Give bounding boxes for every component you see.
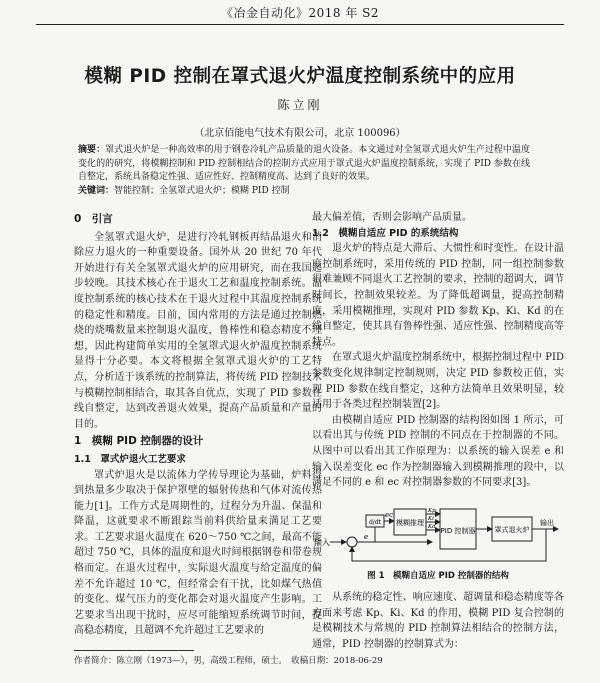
section-1-2-title: 1.2 模糊自适应 PID 的系统结构 [312, 227, 459, 239]
continued-paragraph: 最大偏差值，否则会影响产品质量。 [312, 212, 472, 223]
keywords-text: 智能控制；全氢罩式退火炉；模糊 PID 控制 [114, 185, 290, 196]
input-label: 输入 [314, 537, 330, 547]
gain-label-kd: Kd [428, 523, 436, 530]
output-label: 输出 [540, 518, 554, 527]
keywords-label: 关键词： [78, 185, 115, 196]
signal-e: e [364, 532, 369, 541]
signal-ec: ec [385, 510, 394, 519]
pid-controller-label: PID 控制器 [440, 526, 476, 535]
footnote-rule [74, 650, 194, 651]
section-0-title: 0 引言 [74, 213, 113, 225]
summing-junction [347, 537, 357, 547]
right-column [312, 210, 564, 653]
section-1-2-paragraph-2: 在罩式退火炉温度控制系统中，根据控制过程中 PID 参数变化规律制定控制规则，决定 PID 参数校正值，实现 PID 参数在线自整定，这种方法简单且效果明显，较适用于各类过程控制装置[2]。 [312, 352, 564, 411]
affiliation: （北京佰能电气技术有限公司，北京 100096） [194, 128, 406, 139]
section-1-1-paragraph: 罩式炉退火是以流体力学传导理论为基础，炉料得到热量多少取决于保护罩壁的辐射传热和气体对流传热能力[1]。工作方式是周期性的，过程分为升温、保温和降温，这就要求不断跟踪当前料供给量来满足工艺要求。工艺要求退火温度在 620～750 ℃之间，最高不能超过 750 ℃，具体的温度和退火时间根据钢卷和带卷规格而定。在退火过程中，实际退火温度与给定温度的偏差不允许超过 10 ℃，但经常会有干扰，比如煤气热值的变化、煤气压力的变化都会对退火温度产生影响。工艺要求当出现干扰时，应尽可能缩短系统调节时间，提高稳态精度，且超调不允许超过工艺要求的 [74, 469, 322, 637]
paper-title: 模糊 PID 控制在罩式退火炉温度控制系统中的应用 [84, 66, 516, 87]
section-1-2-paragraph-3: 由模糊自适应 PID 控制器的结构图如图 1 所示，可以看出其与传统 PID 控制的不同点在于控制器的不同。从图中可以看出其工作原理为：以系统的输入误差 e 和输入误差变化 ec 作为控制器输入到模糊推理的段中，以满足不同的 e 和 ec 对控制器参数的不同要求[3]。 [312, 414, 564, 489]
gain-label-ki: Ki [428, 515, 434, 522]
after-figure-paragraph: 从系统的稳定性、响应速度、超调量和稳态精度等各方面来考虑 Kp、Ki、Kd 的作用，模糊 PID 复合控制的是模糊技术与常规的 PID 控制算法相结合的控制方法，通常，PID 控制器的控制算式为： [312, 592, 564, 651]
abstract [78, 144, 530, 198]
section-1-2-paragraph-1: 退火炉的特点是大滞后、大惯性和时变性。在设计温度控制系统时，采用传统的 PID 控制，同一组控制参数很难兼顾不同退火工艺控制的要求，控制的超调大，调节时间长，控制效果较差。为了降低超调量，提高控制精度，采用模糊推理，实现对 PID 参数 Kp、Ki、Kd 的在线自整定，使其具有鲁棒性强、适应性强、控制精度高等特点。 [312, 243, 564, 348]
fuzzy-inference-label: 模糊推理 [396, 518, 424, 527]
block-diagram [312, 497, 564, 567]
section-1-1-title: 1.1 罩式炉退火工艺要求 [74, 453, 186, 465]
gain-label-kp: Kp [428, 507, 436, 514]
figure-1-caption: 图 1 模糊自适应 PID 控制器的结构 [367, 570, 509, 581]
author-footnote: 作者简介：陈立刚（1973—），男，高级工程师，硕士。 收稿日期：2018-06-29 [74, 656, 383, 666]
journal-header: 《冶金自动化》2018 年 S2 [220, 6, 380, 20]
abstract-text: 罩式退火炉是一种高效率的用于钢卷冷轧产品质量的退火设备。本文通过对全氢罩式退火炉生产过程中温度变化的的研究，将模糊控制和 PID 控制相结合的控制方式应用于罩式退火炉温度控制系统，实现了 PID 参数在线自整定，系统具备稳定性强、适应性好、控制精度高、达到了良好的效果。 [78, 145, 530, 182]
author: 陈立刚 [277, 98, 323, 112]
abstract-label: 摘要： [78, 145, 106, 155]
plant-label: 罩式退火炉 [494, 525, 530, 534]
header-rule [36, 24, 564, 25]
left-column [74, 210, 322, 639]
section-0-paragraph: 全氢罩式退火炉，是进行冷轧钢板再结晶退火和消除应力退火的一种重要设备。国外从 20 世纪 70 年代开始进行有关全氢罩式退火炉的应用研究，而在我国起步较晚。其技术核心在于退火工艺和温度控制系统。温度控制系统的核心技术在于退火过程中其温度控制系统的稳定性和精度。目前，国内常用的方法是通过控制燃烧的烧嘴数量来控制退火温度，鲁棒性和稳态精度不理想，因此构建简单实用的全氢罩式退火炉温度控制系统显得十分必要。本文将根据全氢罩式退火炉的工艺特点，分析适于该系统的控制算法，将传统 PID 控制技术与模糊控制相结合，取其各自优点，实现了 PID 参数在线自整定，达到改善退火效果，提高产品质量和产量的目的。 [74, 231, 322, 430]
section-1-title: 1 模糊 PID 控制器的设计 [74, 435, 204, 448]
derivative-label: d/dt [369, 518, 381, 526]
figure-1-diagram [312, 497, 564, 567]
